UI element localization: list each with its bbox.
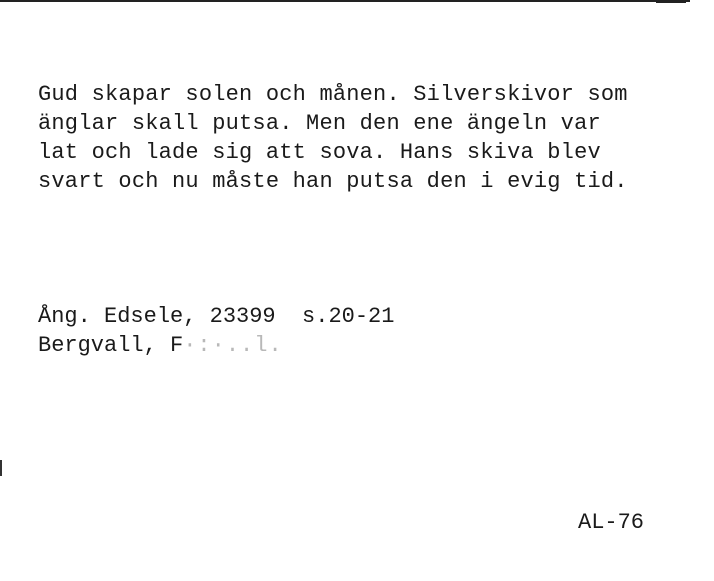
- card-identifier: AL-76: [578, 510, 645, 535]
- source-reference: [38, 302, 394, 360]
- source-location-line: Ång. Edsele, 23399 s.20-21: [38, 304, 395, 329]
- text-line-2: änglar skall putsa. Men den ene ängeln var: [38, 111, 601, 136]
- informant-name: Bergvall, F: [38, 333, 184, 358]
- top-border-line: [0, 0, 690, 2]
- source-informant-line: [38, 331, 394, 360]
- text-line-4: svart och nu måste han putsa den i evig tid.: [38, 169, 628, 194]
- informant-name-faded: ·:·..l.: [183, 333, 283, 358]
- top-border-thick-end: [656, 0, 686, 3]
- legend-text: [38, 80, 628, 196]
- text-line-1: Gud skapar solen och månen. Silverskivor som: [38, 82, 628, 107]
- text-line-3: lat och lade sig att sova. Hans skiva blev: [38, 140, 601, 165]
- left-edge-mark: [0, 460, 2, 476]
